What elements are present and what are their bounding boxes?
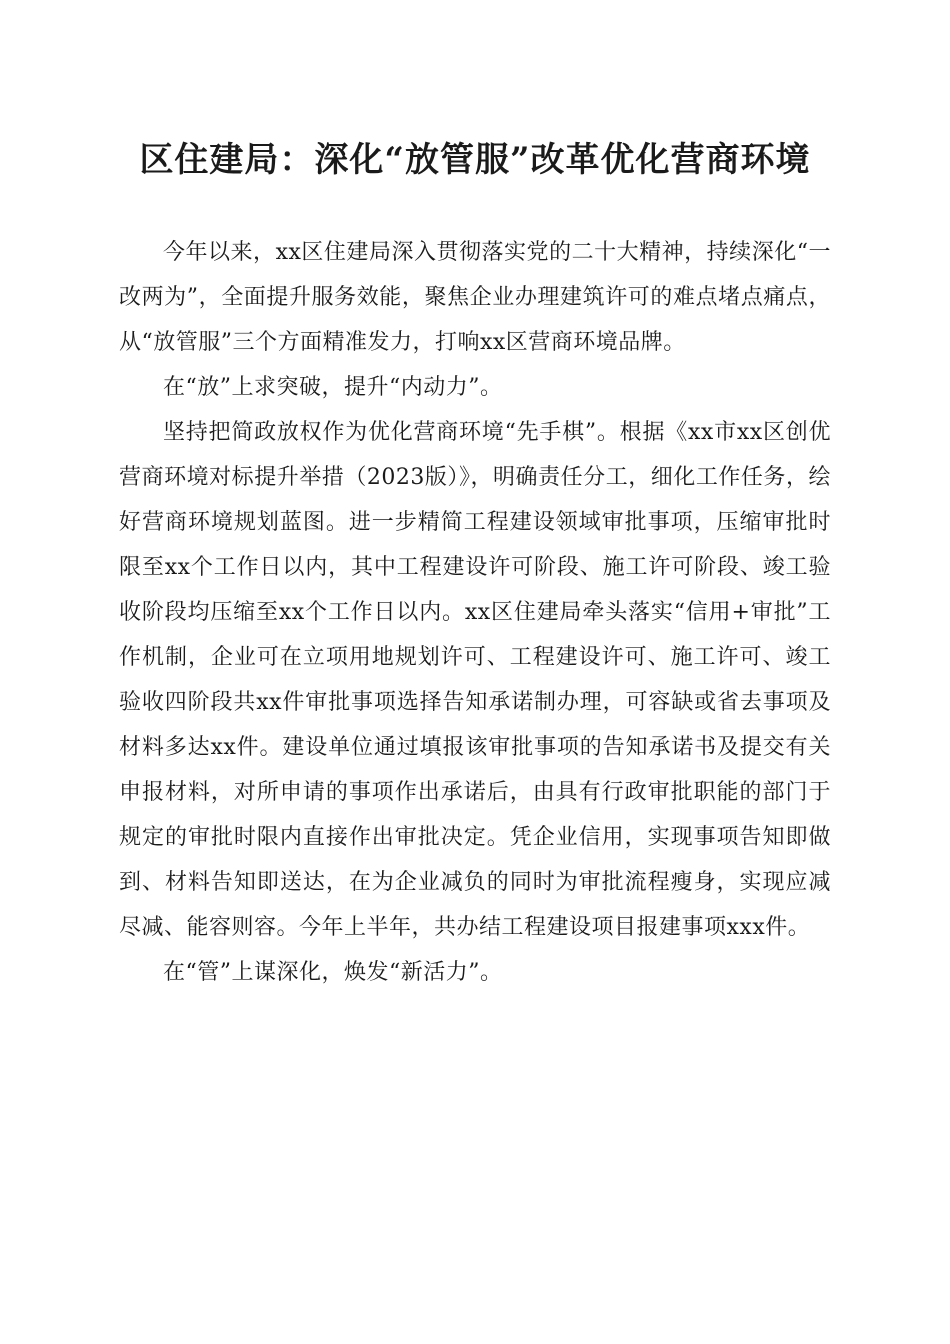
paragraph-fang-detail: 坚持把简政放权作为优化营商环境“先手棋”。根据《xx市xx区创优营商环境对标提升举措（2023版）》，明确责任分工，细化工作任务，绘好营商环境规划蓝图。进一步精简工程建设领域审批事项，压缩审批时限至xx个工作日以内，其中工程建设许可阶段、施工许可阶段、竣工验收阶段均压缩至xx个工作日以内。xx区住建局牵头落实“信用+审批”工作机制，企业可在立项用地规划许可、工程建设许可、施工许可、竣工验收四阶段共xx件审批事项选择告知承诺制办理，可容缺或省去事项及材料多达xx件。建设单位通过填报该审批事项的告知承诺书及提交有关申报材料，对所申请的事项作出承诺后，由具有行政审批职能的部门于规定的审批时限内直接作出审批决定。凭企业信用，实现事项告知即做到、材料告知即送达，在为企业减负的同时为审批流程瘦身，实现应减尽减、能容则容。今年上半年，共办结工程建设项目报建事项xxx件。 (119, 420, 831, 940)
document-body (119, 230, 831, 995)
paragraph-intro: 今年以来，xx区住建局深入贯彻落实党的二十大精神，持续深化“一改两为”，全面提升服务效能，聚焦企业办理建筑许可的难点堵点痛点，从“放管服”三个方面精准发力，打响xx区营商环境品牌。 (119, 240, 831, 355)
document-title: 区住建局：深化“放管服”改革优化营商环境 (139, 140, 811, 180)
paragraph-heading-fang: 在“放”上求突破，提升“内动力”。 (163, 375, 503, 400)
paragraph-heading-guan: 在“管”上谋深化，焕发“新活力”。 (163, 960, 503, 985)
